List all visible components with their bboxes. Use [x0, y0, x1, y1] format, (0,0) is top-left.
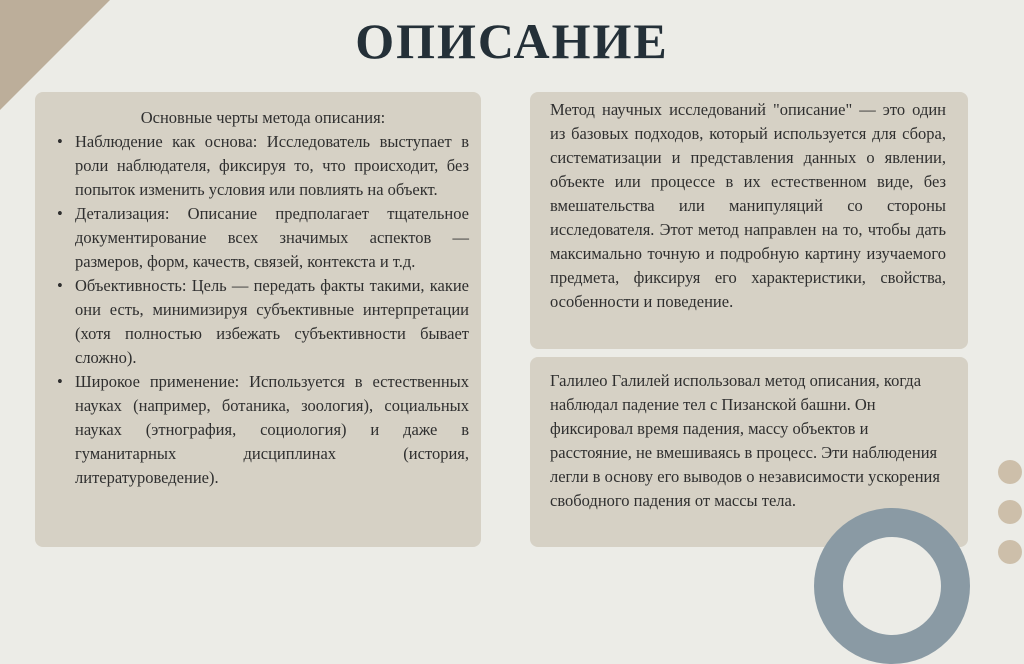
features-intro: Основные черты метода описания: [140, 108, 386, 127]
arc-decoration [814, 508, 970, 664]
bullet-icon: • [57, 204, 63, 223]
definition-panel [530, 92, 968, 349]
list-item [57, 370, 469, 490]
list-item [57, 202, 469, 274]
dot-decoration [998, 460, 1022, 484]
list-item [57, 274, 469, 370]
bullet-icon: • [57, 132, 63, 151]
example-text: Галилео Галилей использовал метод описания, когда наблюдал падение тел с Пизанской башни. Он фиксировал время падения, массу объектов и расстояние, не вмешиваясь в процесс. Эти наблюдения легли в основу его выводов о независимости ускорения свободного падения от массы тела. [550, 371, 940, 510]
page-title: ОПИСАНИЕ [355, 13, 669, 69]
dot-decoration [998, 540, 1022, 564]
feature-observation: Наблюдение как основа: Исследователь выступает в роли наблюдателя, фиксируя то, что происходит, без попыток изменить условия или повлиять на объект. [75, 132, 469, 199]
list-item [57, 130, 469, 202]
feature-objectivity: Объективность: Цель — передать факты такими, какие они есть, минимизируя субъективные интерпретации (хотя полностью избежать субъективности бывает сложно). [75, 276, 469, 367]
bullet-icon: • [57, 372, 63, 391]
dot-decoration [998, 500, 1022, 524]
bullet-icon: • [57, 276, 63, 295]
features-list [57, 130, 469, 490]
feature-detail: Детализация: Описание предполагает тщательное документирование всех значимых аспектов — размеров, форм, качеств, связей, контекста и т.д. [75, 204, 469, 271]
definition-text: Метод научных исследований "описание" — это один из базовых подходов, который используется для сбора, систематизации и представления данных о явлении, объекте или процессе в их естественном виде, без вмешательства или манипуляций со стороны исследователя. Этот метод направлен на то, чтобы дать максимально точную и подробную картину изучаемого предмета, фиксируя его характеристики, свойства, особенности и поведение. [550, 100, 946, 311]
features-panel [35, 92, 481, 547]
feature-wide-use: Широкое применение: Используется в естественных науках (например, ботаника, зоология), социальных науках (этнография, социология) и даже в гуманитарных дисциплинах (история, литературоведение). [75, 372, 469, 487]
